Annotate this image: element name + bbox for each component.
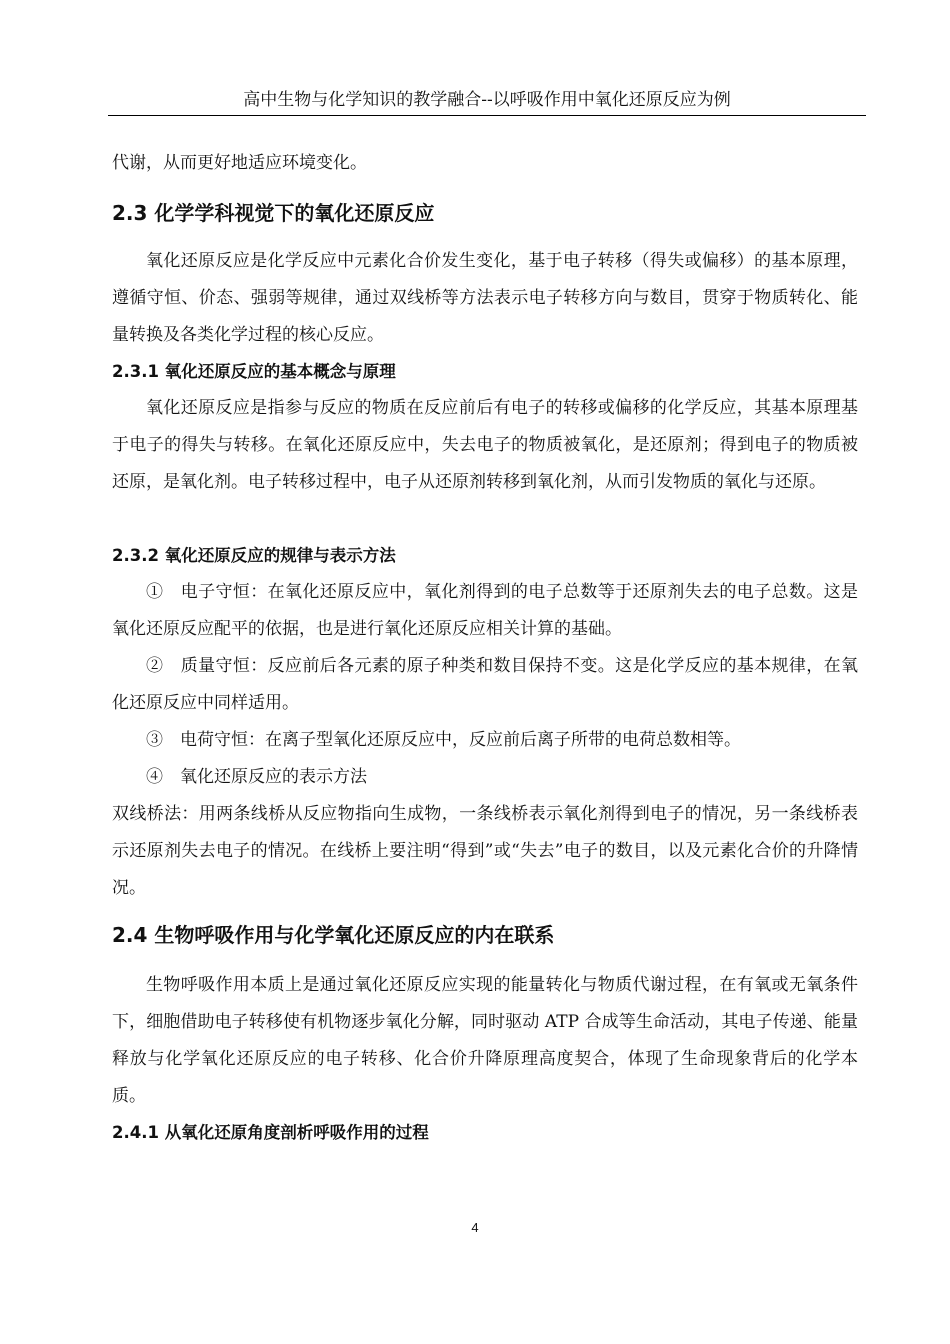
rule-item-mass-conservation: ② 质量守恒：反应前后各元素的原子种类和数目保持不变。这是化学反应的基本规律，在氧化还原反应中同样适用。 (112, 656, 858, 713)
section-heading-2-3: 2.3 化学学科视觉下的氧化还原反应 (112, 201, 435, 225)
subsection-heading-2-4-1: 2.4.1 从氧化还原角度剖析呼吸作用的过程 (112, 1123, 429, 1142)
header-rule (108, 115, 866, 116)
rule-item-representation-method: ④ 氧化还原反应的表示方法 (146, 767, 367, 787)
continuation-paragraph: 代谢，从而更好地适应环境变化。 (112, 153, 367, 173)
rule-item-charge-conservation: ③ 电荷守恒：在离子型氧化还原反应中，反应前后离子所带的电荷总数相等。 (146, 730, 741, 750)
section-2-3-intro-paragraph: 氧化还原反应是化学反应中元素化合价发生变化，基于电子转移（得失或偏移）的基本原理，遵循守恒、价态、强弱等规律，通过双线桥等方法表示电子转移方向与数目，贯穿于物质转化、能量转换及各类化学过程的核心反应。 (112, 251, 858, 345)
subsection-2-3-1-paragraph: 氧化还原反应是指参与反应的物质在反应前后有电子的转移或偏移的化学反应，其基本原理基于电子的得失与转移。在氧化还原反应中，失去电子的物质被氧化，是还原剂；得到电子的物质被还原，是氧化剂。电子转移过程中，电子从还原剂转移到氧化剂，从而引发物质的氧化与还原。 (112, 398, 858, 492)
page-number: 4 (471, 1220, 479, 1235)
section-2-4-intro-paragraph: 生物呼吸作用本质上是通过氧化还原反应实现的能量转化与物质代谢过程，在有氧或无氧条件下，细胞借助电子转移使有机物逐步氧化分解，同时驱动 ATP 合成等生命活动，其电子传递、能量释放与化学氧化还原反应的电子转移、化合价升降原理高度契合，体现了生命现象背后的化学本质。 (112, 975, 858, 1106)
subsection-heading-2-3-1: 2.3.1 氧化还原反应的基本概念与原理 (112, 362, 396, 381)
double-bridge-method-paragraph: 双线桥法：用两条线桥从反应物指向生成物，一条线桥表示氧化剂得到电子的情况，另一条线桥表示还原剂失去电子的情况。在线桥上要注明“得到”或“失去”电子的数目，以及元素化合价的升降情况。 (112, 804, 858, 898)
rule-item-electron-conservation: ① 电子守恒：在氧化还原反应中，氧化剂得到的电子总数等于还原剂失去的电子总数。这是氧化还原反应配平的依据，也是进行氧化还原反应相关计算的基础。 (112, 582, 858, 639)
subsection-heading-2-3-2: 2.3.2 氧化还原反应的规律与表示方法 (112, 546, 396, 565)
running-header: 高中生物与化学知识的教学融合--以呼吸作用中氧化还原反应为例 (243, 90, 731, 110)
section-heading-2-4: 2.4 生物呼吸作用与化学氧化还原反应的内在联系 (112, 923, 555, 947)
